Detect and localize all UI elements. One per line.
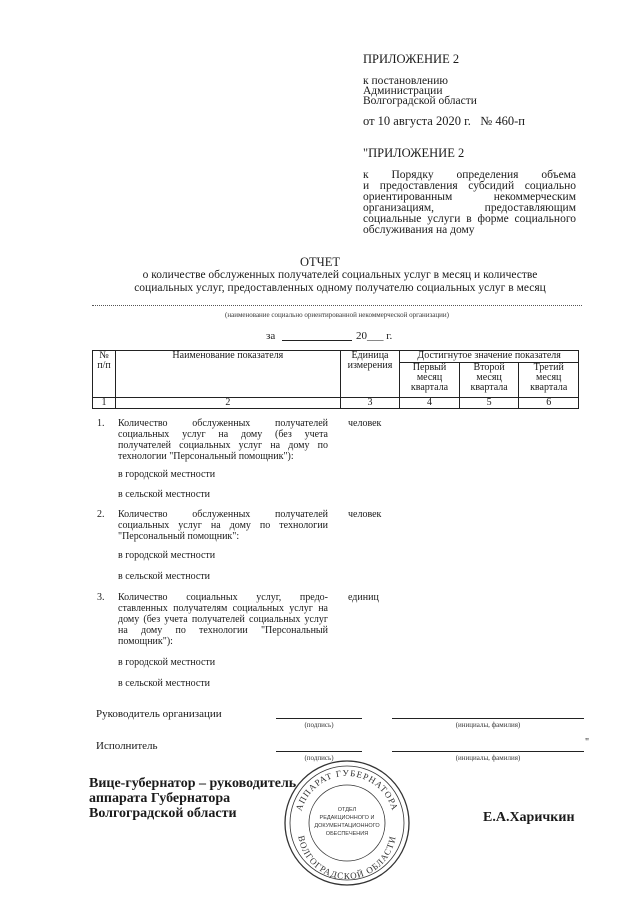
col-header-name: Наименование показателя — [115, 351, 340, 398]
col-number: 2 — [115, 398, 340, 409]
col-number: 4 — [400, 398, 460, 409]
order-line: социальные услуги в форме социального — [363, 213, 576, 225]
position-line-1: Вице-губернатор – руководитель — [89, 776, 297, 791]
row-3-unit: единиц — [348, 592, 379, 603]
position-line-2: аппарата Губернатора — [89, 791, 231, 806]
col-number: 6 — [519, 398, 579, 409]
col-header-month-1: Первый месяц квартала — [400, 363, 460, 398]
appendix-title: ПРИЛОЖЕНИЕ 2 — [363, 52, 460, 66]
col-header-month-2: Второй месяц квартала — [459, 363, 519, 398]
date-line: от 10 августа 2020 г. № 460-п — [363, 114, 525, 128]
order-line: ориентированным некоммерческим — [363, 191, 576, 203]
row-2-number: 2. — [97, 509, 105, 520]
stamp-center-line: ОТДЕЛ — [337, 807, 357, 813]
executor-sign-caption: (подпись) — [304, 754, 334, 762]
row-3-rural: в сельской местности — [118, 678, 210, 689]
col-number: 1 — [93, 398, 116, 409]
position-line-3: Волгоградской области — [89, 806, 237, 821]
period-year: 20___ г. — [356, 330, 393, 342]
col-number: 3 — [340, 398, 400, 409]
executor-sign-line — [276, 751, 362, 752]
period-line — [282, 340, 352, 341]
stamp-ring-bottom: ВОЛГОГРАДСКОЙ ОБЛАСТИ — [296, 834, 398, 881]
svg-text:АППАРАТ ГУБЕРНАТОРА — [294, 768, 401, 812]
row-1-number: 1. — [97, 418, 105, 429]
order-line: организациям, предоставляющим — [363, 202, 576, 214]
row-1-text: Количество обслуженных получателей социальных услуг на дому (без учета получателей социальных услуг на дому по технологии "Персональный помощник"): — [118, 418, 328, 462]
col-header-no: № п/п — [93, 351, 116, 398]
row-2-urban: в городской местности — [118, 550, 216, 561]
head-label: Руководитель организации — [96, 708, 222, 720]
row-1-urban: в городской местности — [118, 469, 216, 480]
row-3-number: 3. — [97, 592, 105, 603]
resolution-line-3: Волгоградской области — [363, 95, 477, 107]
head-name-caption: (инициалы, фамилия) — [455, 721, 521, 729]
executor-label: Исполнитель — [96, 740, 158, 752]
signer-name: Е.А.Харичкин — [483, 810, 575, 825]
col-number: 5 — [459, 398, 519, 409]
col-header-achieved: Достигнутое значение показателя — [400, 351, 579, 363]
stamp-ring-top: АППАРАТ ГУБЕРНАТОРА — [293, 767, 401, 813]
row-3-urban: в городской местности — [118, 657, 216, 668]
row-2-unit: человек — [348, 509, 382, 520]
quote-appendix-title: "ПРИЛОЖЕНИЕ 2 — [363, 146, 465, 160]
report-title: ОТЧЕТ — [299, 255, 341, 269]
executor-name-caption: (инициалы, фамилия) — [455, 754, 521, 762]
official-stamp — [282, 758, 412, 888]
head-sign-line — [276, 718, 362, 719]
order-text — [363, 170, 576, 236]
report-table — [92, 350, 579, 409]
order-line: обслуживания на дому — [363, 224, 475, 236]
stamp-center-line: ОБЕСПЕЧЕНИЯ — [325, 831, 369, 837]
org-name-caption: (наименование социально ориентированной некоммерческой организации) — [225, 311, 449, 319]
resolution-line-1: к постановлению — [363, 75, 448, 87]
row-1-unit: человек — [348, 418, 382, 429]
row-1-rural: в сельской местности — [118, 489, 210, 500]
row-2-text: Количество обслуженных получателей социальных услуг на дому по технологии "Персональный помощник": — [118, 509, 328, 542]
row-2-rural: в сельской местности — [118, 571, 210, 582]
stamp-center-line: РЕДАКЦИОННОГО И — [319, 815, 375, 821]
executor-name-line — [392, 751, 584, 752]
report-subtitle-1: о количестве обслуженных получателей социальных услуг в месяц и количестве — [142, 269, 538, 281]
head-sign-caption: (подпись) — [304, 721, 334, 729]
period-prefix: за — [266, 330, 276, 342]
order-line: к Порядку определения объема — [363, 169, 576, 181]
head-name-line — [392, 718, 584, 719]
resolution-line-2: Администрации — [363, 85, 443, 97]
report-subtitle-2: социальных услуг, предоставленных одному получателю социальных услуг в месяц — [134, 282, 546, 294]
order-line: и предоставления субсидий социально — [363, 180, 576, 192]
org-name-line — [92, 305, 582, 306]
stamp-center-line: ДОКУМЕНТАЦИОННОГО — [314, 823, 380, 829]
closing-quote: " — [585, 737, 590, 748]
col-header-month-3: Третий месяц квартала — [519, 363, 579, 398]
col-header-unit: Единица измерения — [340, 351, 400, 398]
row-3-text: Количество социальных услуг, предо-ставленных получателям социальных услуг на дому (без учета получателей социальных услуг на дому по технологии "Персональный помощник"): — [118, 592, 328, 647]
stamp-seal-icon — [282, 758, 412, 888]
